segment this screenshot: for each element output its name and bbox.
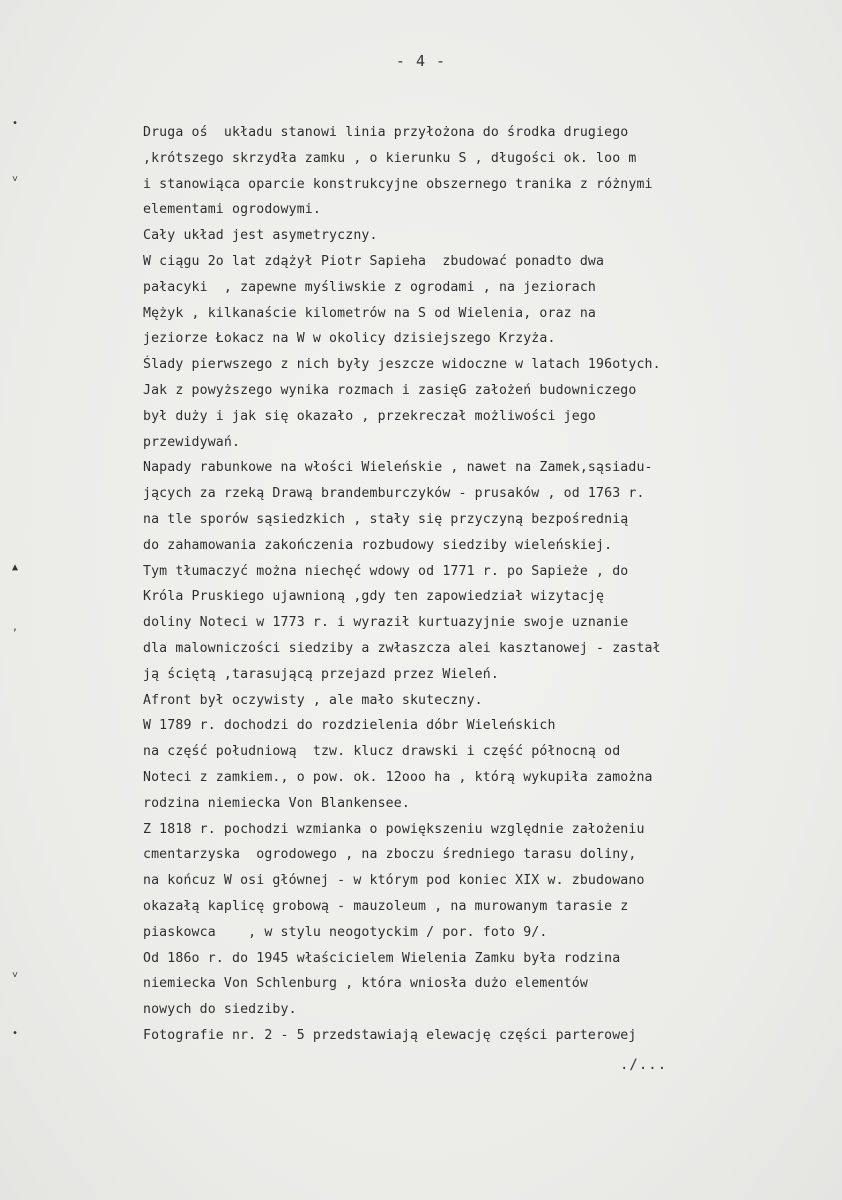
- page-number: - 4 -: [395, 52, 447, 70]
- text-line: Afront był oczywisty , ale mało skuteczny.: [143, 692, 483, 708]
- text-line: W ciągu 2o lat zdążył Piotr Sapieha zbudować ponadto dwa: [143, 253, 605, 269]
- continuation-mark: ./...: [620, 1057, 668, 1073]
- margin-tick-mark: ˅: [12, 970, 19, 981]
- text-line: Cały układ jest asymetryczny.: [143, 228, 378, 244]
- text-line: dla malowniczości siedziby a zwłaszcza alei kasztanowej - zastał: [143, 640, 661, 656]
- text-line: przewidywań.: [143, 434, 241, 450]
- text-line: cmentarzyska ogrodowego , na zboczu średniego tarasu doliny,: [143, 847, 637, 863]
- typed-text-body: [143, 120, 823, 1049]
- text-line: jeziorze Łokacz na W w okolicy dzisiejszego Krzyża.: [143, 331, 556, 347]
- text-line: niemiecka Von Schlenburg , która wniosła dużo elementów: [143, 976, 588, 992]
- text-line: na końcuz W osi głównej - w którym pod koniec XIX w. zbudowano: [143, 873, 645, 889]
- text-line: pałacyki , zapewne myśliwskie z ogrodami , na jeziorach: [143, 279, 597, 295]
- text-line: Fotografie nr. 2 - 5 przedstawiają elewację części parterowej: [143, 1027, 637, 1043]
- margin-tick-mark: •: [12, 1028, 19, 1039]
- text-line: Mężyk , kilkanaście kilometrów na S od Wielenia, oraz na: [143, 305, 597, 321]
- margin-tick-mark: ‚: [12, 622, 19, 633]
- text-line: na część południową tzw. klucz drawski i część północną od: [143, 744, 621, 760]
- text-line: był duży i jak się okazało , przekreczał możliwości jego: [143, 408, 597, 424]
- text-line: ,krótszego skrzydła zamku , o kierunku S , długości ok. loo m: [143, 150, 637, 166]
- text-line: rodzina niemiecka Von Blankensee.: [143, 795, 410, 811]
- text-line: Od 186o r. do 1945 właścicielem Wielenia Zamku była rodzina: [143, 950, 621, 966]
- text-line: piaskowca , w stylu neogotyckim / por. foto 9/.: [143, 924, 548, 940]
- text-line: okazałą kaplicę grobową - mauzoleum , na murowanym tarasie z: [143, 898, 629, 914]
- text-line: i stanowiąca oparcie konstrukcyjne obszernego tranika z różnymi: [143, 176, 653, 192]
- text-line: Króla Pruskiego ujawnioną ,gdy ten zapowiedział wizytację: [143, 589, 605, 605]
- text-line: na tle sporów sąsiedzkich , stały się przyczyną bezpośrednią: [143, 511, 629, 527]
- text-line: ją ściętą ,tarasującą przejazd przez Wieleń.: [143, 666, 499, 682]
- text-line: nowych do siedziby.: [143, 1002, 297, 1018]
- text-line: jących za rzeką Drawą brandemburczyków - prusaków , od 1763 r.: [143, 486, 645, 502]
- text-line: Z 1818 r. pochodzi wzmianka o powiększeniu względnie założeniu: [143, 821, 645, 837]
- margin-arrow-mark: ▲: [12, 562, 19, 573]
- text-line: do zahamowania zakończenia rozbudowy siedziby wieleńskiej.: [143, 537, 613, 553]
- margin-tick-mark: •: [12, 118, 19, 129]
- text-line: Jak z powyższego wynika rozmach i zasięG założeń budowniczego: [143, 382, 637, 398]
- text-line: doliny Noteci w 1773 r. i wyraził kurtuazyjnie swoje uznanie: [143, 615, 629, 631]
- text-line: Noteci z zamkiem., o pow. ok. 12ooo ha , którą wykupiła zamożna: [143, 769, 653, 785]
- text-line: Druga oś układu stanowi linia przyłożona do środka drugiego: [143, 125, 629, 140]
- text-line: Tym tłumaczyć można niechęć wdowy od 1771 r. po Sapieże , do: [143, 563, 629, 579]
- text-line: Napady rabunkowe na włości Wieleńskie , nawet na Zamek,sąsiadu-: [143, 460, 653, 476]
- text-line: W 1789 r. dochodzi do rozdzielenia dóbr Wieleńskich: [143, 718, 556, 734]
- text-line: elementami ogrodowymi.: [143, 202, 321, 218]
- text-line: Ślady pierwszego z nich były jeszcze widoczne w latach 196otych.: [143, 357, 661, 373]
- margin-tick-mark: ˅: [12, 174, 19, 185]
